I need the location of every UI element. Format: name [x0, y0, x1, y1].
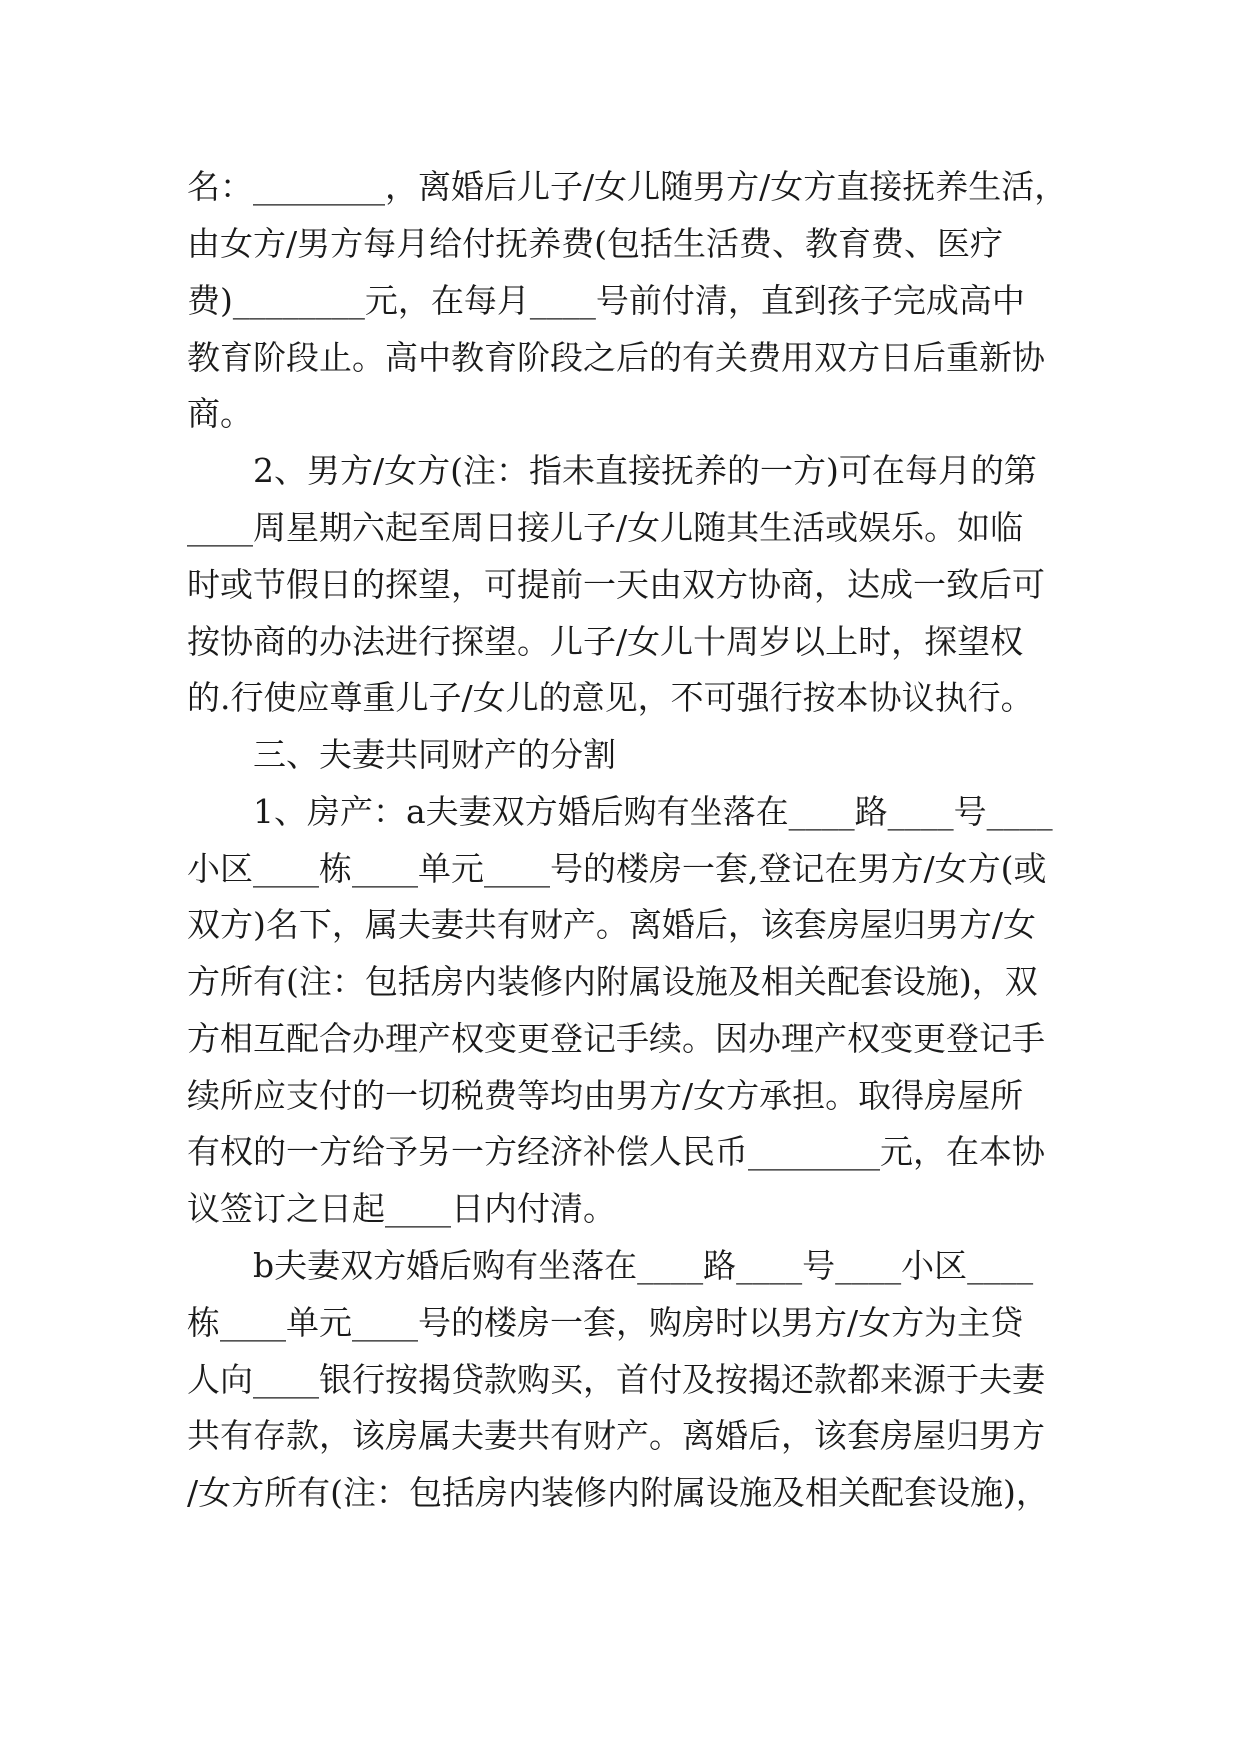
text-line: 商。 — [187, 394, 253, 433]
text-line: b夫妻双方婚后购有坐落在____路____号____小区____ — [253, 1246, 1034, 1285]
text-line: 方所有(注：包括房内装修内附属设施及相关配套设施)，双 — [187, 962, 1038, 1001]
text-line: ____周星期六起至周日接儿子/女儿随其生活或娱乐。如临 — [187, 508, 1024, 547]
text-line: 方相互配合办理产权变更登记手续。因办理产权变更登记手 — [187, 1019, 1045, 1058]
text-line: 人向____银行按揭贷款购买，首付及按揭还款都来源于夫妻 — [187, 1360, 1045, 1399]
text-line: 续所应支付的一切税费等均由男方/女方承担。取得房屋所 — [187, 1076, 1024, 1115]
text-line: 由女方/男方每月给付抚养费(包括生活费、教育费、医疗 — [187, 224, 1003, 263]
text-line: 有权的一方给予另一方经济补偿人民币________元，在本协 — [187, 1132, 1045, 1171]
text-line: 费)________元，在每月____号前付清，直到孩子完成高中 — [187, 281, 1025, 320]
text-line: 2、男方/女方(注：指未直接抚养的一方)可在每月的第 — [253, 451, 1037, 490]
text-line: 栋____单元____号的楼房一套，购房时以男方/女方为主贷 — [187, 1303, 1024, 1342]
text-line: 按协商的办法进行探望。儿子/女儿十周岁以上时，探望权 — [187, 622, 1024, 661]
text-line: 教育阶段止。高中教育阶段之后的有关费用双方日后重新协 — [187, 338, 1045, 377]
text-line: 共有存款，该房属夫妻共有财产。离婚后，该套房屋归男方 — [187, 1416, 1045, 1455]
text-line: 时或节假日的探望，可提前一天由双方协商，达成一致后可 — [187, 565, 1045, 604]
text-line: /女方所有(注：包括房内装修内附属设施及相关配套设施)， — [187, 1473, 1049, 1512]
text-line: 双方)名下，属夫妻共有财产。离婚后，该套房屋归男方/女 — [187, 905, 1036, 944]
text-line: 议签订之日起____日内付清。 — [187, 1189, 616, 1228]
text-line: 1、房产：a夫妻双方婚后购有坐落在____路____号____ — [253, 792, 1053, 831]
text-line: 名：________，离婚后儿子/女儿随男方/女方直接抚养生活， — [187, 167, 1068, 206]
text-line: 的.行使应尊重儿子/女儿的意见，不可强行按本协议执行。 — [187, 678, 1034, 717]
text-line: 小区____栋____单元____号的楼房一套,登记在男方/女方(或 — [187, 849, 1047, 888]
section-heading: 三、夫妻共同财产的分割 — [253, 735, 616, 774]
